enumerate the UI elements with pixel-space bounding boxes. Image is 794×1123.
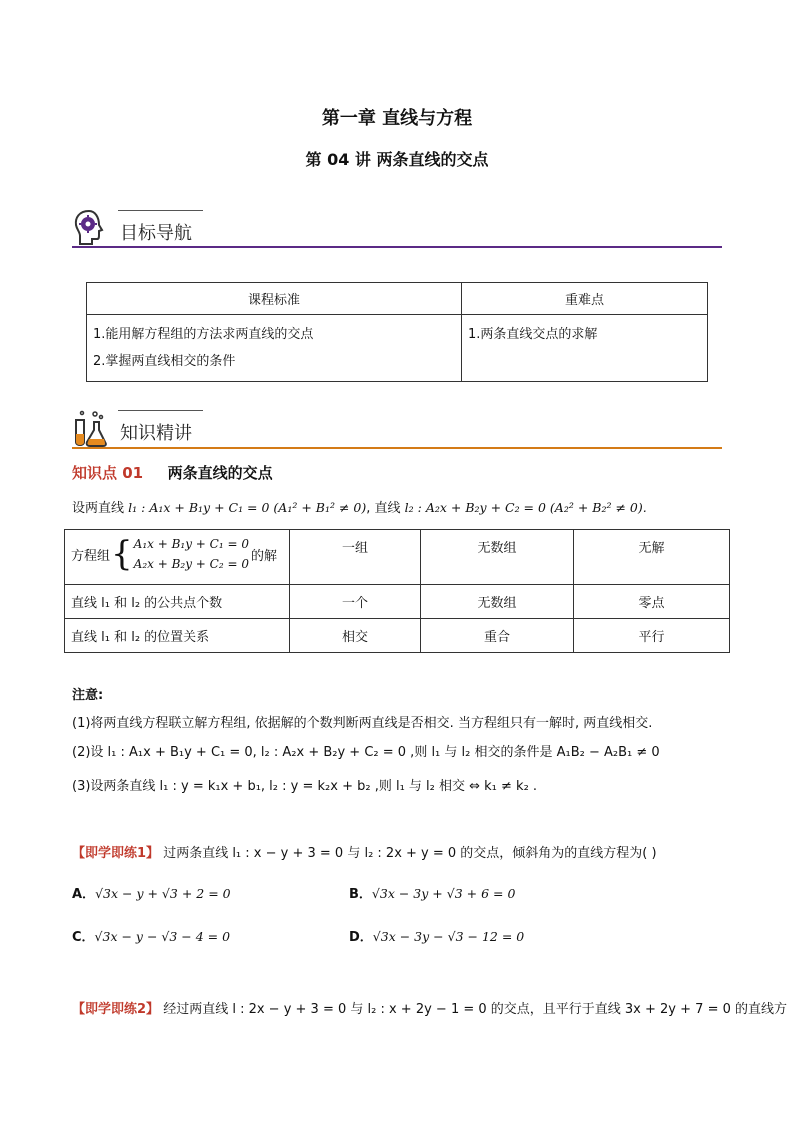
option-b[interactable]: B．√3x − 3y + √3 + 6 = 0	[349, 886, 516, 902]
cell: 相交	[290, 619, 421, 653]
row-label: 直线 l₁ 和 l₂ 的公共点个数	[65, 585, 290, 619]
header-standards: 课程标准	[87, 283, 462, 315]
option-a[interactable]: A．√3x − y + √3 + 2 = 0	[72, 886, 231, 902]
note-2: (2)设 l₁ : A₁x + B₁y + C₁ = 0, l₂ : A₂x + B₂y + C₂ = 0 ,则 l₁ 与 l₂ 相交的条件是 A₁B₂ − A₂B₁ ≠ 0	[72, 745, 660, 760]
cell: 一组	[290, 530, 421, 585]
setup-mid: , 直线	[366, 501, 401, 516]
goal-section-title: 目标导航	[120, 223, 192, 244]
table-row	[65, 619, 730, 653]
system-equation-1: A₁x + B₁y + C₁ = 0	[133, 537, 249, 551]
knowledge-point-title: 两条直线的交点	[167, 464, 273, 482]
exercise-2-tag: 【即学即练2】	[72, 1002, 160, 1017]
system-suffix: 的解	[251, 548, 278, 564]
standard-item: 2.掌握两直线相交的条件	[93, 354, 236, 369]
system-prefix: 方程组	[71, 548, 111, 564]
goal-table	[86, 282, 708, 382]
cell: 无解	[574, 530, 730, 585]
option-d[interactable]: D．√3x − 3y − √3 − 12 = 0	[349, 929, 525, 945]
knowledge-section-title: 知识精讲	[120, 423, 192, 444]
table-row	[87, 283, 708, 315]
exercise-2-stem	[72, 998, 787, 1017]
lab-flask-icon	[72, 408, 108, 448]
notes-title: 注意:	[72, 688, 104, 703]
brain-gear-icon	[72, 208, 106, 246]
table-row: 方程组 { A₁x + B₁y + C₁ = 0 A₂x + B₂y + C₂ = 0 的解 一组 无数组 无解	[65, 530, 730, 585]
exercise-1-tag: 【即学即练1】	[72, 846, 160, 861]
cell: 无数组	[421, 585, 574, 619]
knowledge-point-label: 知识点 01	[72, 464, 144, 482]
chapter-title: 第一章 直线与方程	[321, 108, 473, 129]
cell: 一个	[290, 585, 421, 619]
cell: 零点	[574, 585, 730, 619]
header-key-points: 重难点	[462, 283, 708, 315]
comparison-table	[64, 529, 730, 653]
table-row	[65, 585, 730, 619]
exercise-1-stem	[72, 842, 657, 861]
table-row	[87, 315, 708, 382]
standard-item: 1.能用解方程组的方法求两直线的交点	[93, 327, 314, 342]
exercise-1-text: 过两条直线 l₁ : x − y + 3 = 0 与 l₂ : 2x + y = 0 的交点，倾斜角为的直线方程为( )	[163, 846, 657, 861]
cell: 无数组	[421, 530, 574, 585]
cell: 平行	[574, 619, 730, 653]
goal-section-header	[72, 208, 722, 250]
row-label: 直线 l₁ 和 l₂ 的位置关系	[65, 619, 290, 653]
exercise-2-text: 经过两直线 l : 2x − y + 3 = 0 与 l₂ : x + 2y − 1 = 0 的交点，且平行于直线 3x + 2y + 7 = 0 的直线方	[163, 1002, 787, 1017]
system-equation-2: A₂x + B₂y + C₂ = 0	[133, 557, 249, 571]
knowledge-point-heading	[72, 462, 273, 483]
line-l1-equation: l₁ : A₁x + B₁y + C₁ = 0 (A₁² + B₁² ≠ 0)	[128, 500, 367, 515]
setup-prefix: 设两直线	[72, 501, 125, 516]
setup-line	[72, 497, 647, 516]
lesson-title: 第 04 讲 两条直线的交点	[305, 150, 489, 169]
note-1: (1)将两直线方程联立解方程组, 依据解的个数判断两直线是否相交. 当方程组只有一解时, 两直线相交.	[72, 716, 653, 731]
line-l2-equation: l₂ : A₂x + B₂y + C₂ = 0 (A₂² + B₂² ≠ 0).	[404, 500, 647, 515]
key-point-item: 1.两条直线交点的求解	[468, 327, 598, 342]
note-3: (3)设两条直线 l₁ : y = k₁x + b₁, l₂ : y = k₂x + b₂ ,则 l₁ 与 l₂ 相交 ⇔ k₁ ≠ k₂ .	[72, 779, 538, 794]
knowledge-section-header	[72, 408, 722, 450]
cell: 重合	[421, 619, 574, 653]
option-c[interactable]: C．√3x − y − √3 − 4 = 0	[72, 929, 231, 945]
